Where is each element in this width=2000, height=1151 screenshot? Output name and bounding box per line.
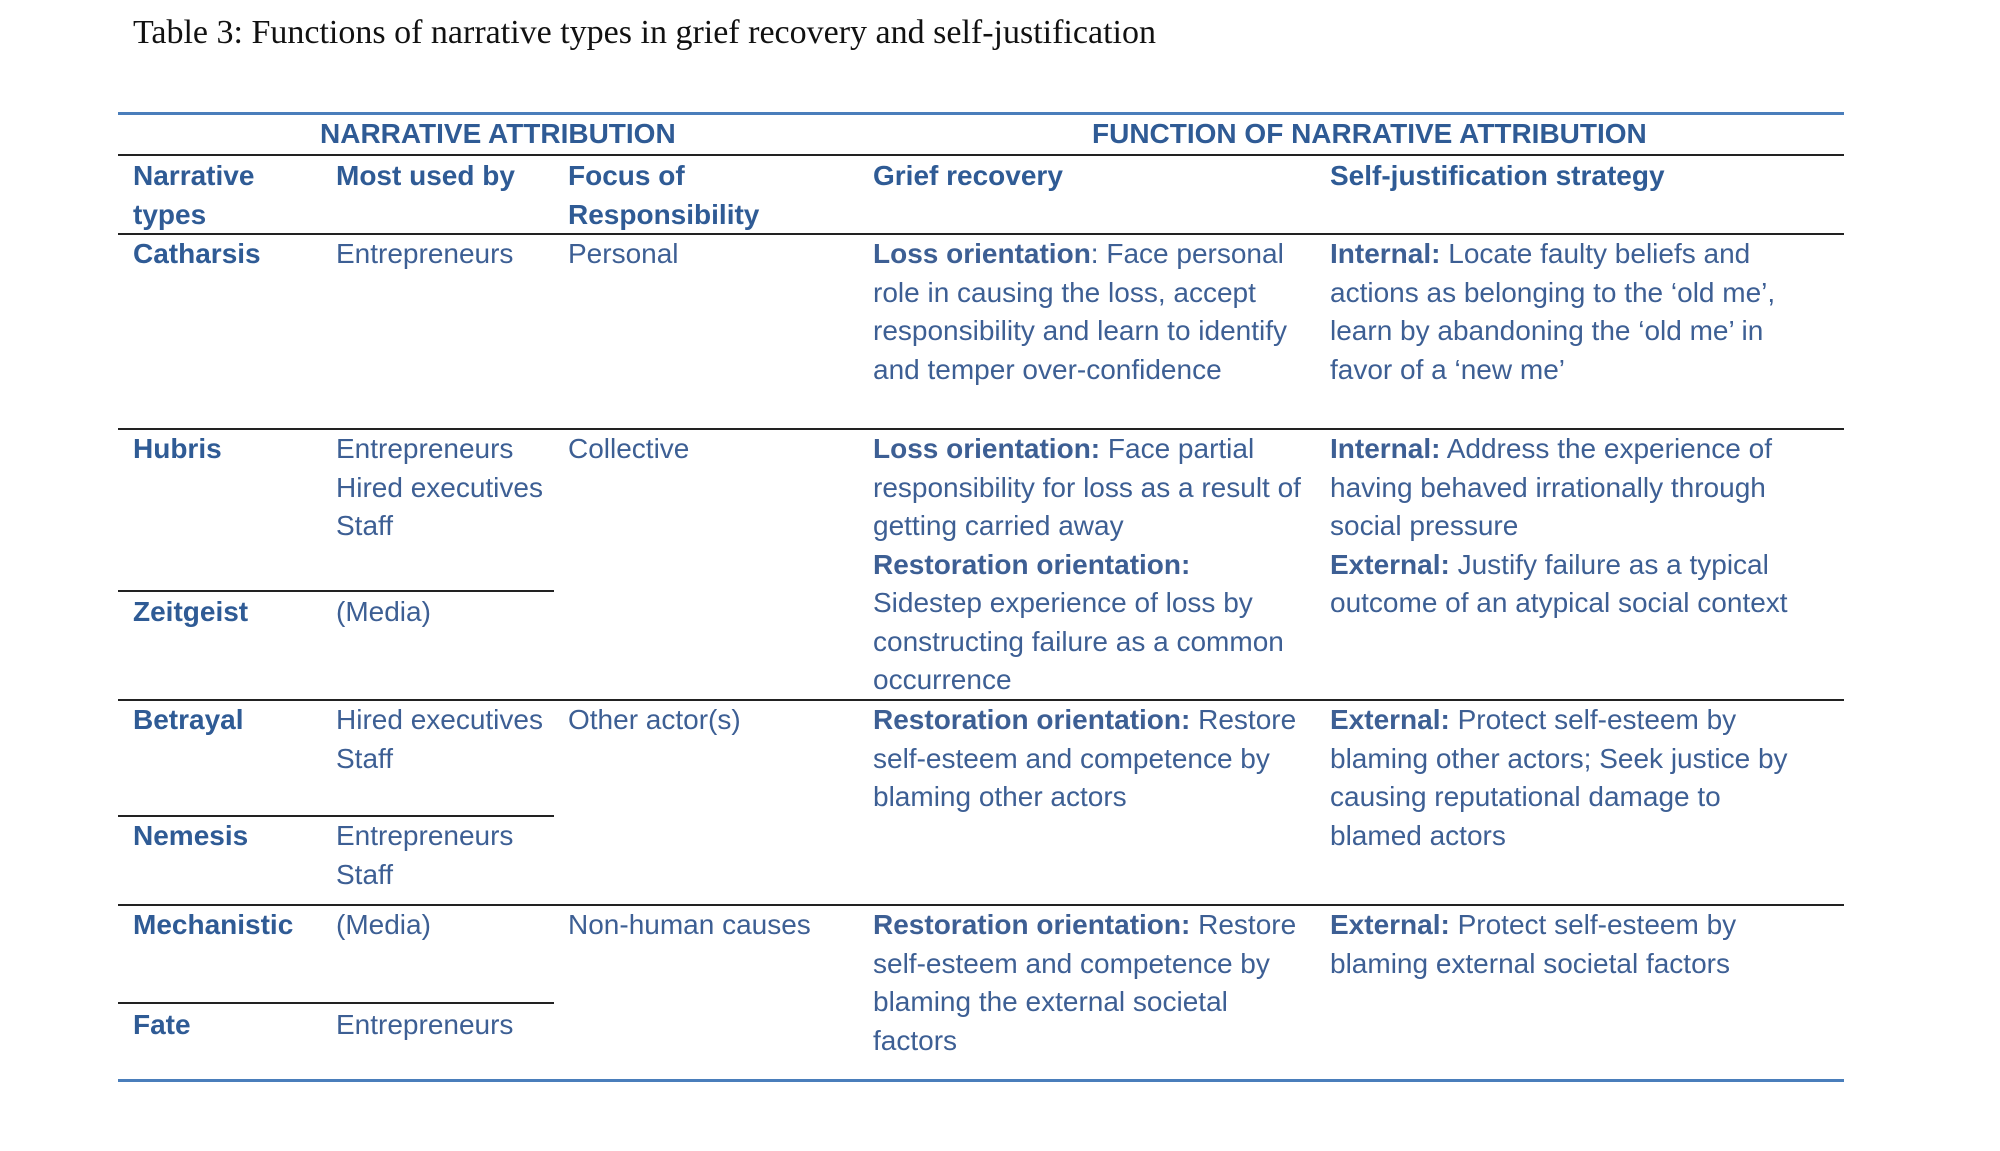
col-header-grief-recovery: Grief recovery — [873, 160, 1063, 191]
justification-entry-internal — [1330, 430, 1800, 546]
most-used-by-nemesis — [336, 817, 551, 894]
grief-label: Restoration orientation: — [873, 909, 1191, 940]
grief-recovery-non-human — [873, 906, 1305, 1060]
list-item: Entrepreneurs — [336, 433, 514, 464]
focus-other-actors: Other actor(s) — [568, 704, 741, 735]
header-rule — [118, 154, 1844, 156]
justification-text: Justify failure as a typical outcome of an atypical social context — [1330, 548, 1788, 618]
focus-personal: Personal — [568, 238, 679, 269]
col-header-focus: Focus of Responsibility — [568, 160, 760, 230]
self-justification-collective — [1330, 430, 1800, 623]
grief-text: Face partial responsibility for loss as a result of getting carried away — [873, 433, 1301, 541]
grief-entry-loss — [873, 430, 1305, 546]
narrative-type-betrayal: Betrayal — [133, 704, 244, 735]
narrative-type-catharsis: Catharsis — [133, 238, 261, 269]
row-divider-hubris-zeitgeist — [118, 590, 554, 592]
most-used-by-zeitgeist: (Media) — [336, 596, 431, 627]
justification-label: External: — [1330, 704, 1450, 735]
narrative-type-zeitgeist: Zeitgeist — [133, 596, 249, 627]
grief-text: Sidestep experience of loss by constructing failure as a common occurrence — [873, 587, 1284, 695]
row-divider-mechanistic-fate — [118, 1002, 554, 1004]
list-item: Hired executives — [336, 704, 543, 735]
col-header-narrative-types: Narrative types — [133, 160, 255, 230]
justification-label: External: — [1330, 548, 1450, 580]
most-used-by-mechanistic: (Media) — [336, 909, 431, 940]
justification-entry-external — [1330, 546, 1800, 623]
self-justification-non-human — [1330, 906, 1800, 983]
grief-recovery-catharsis — [873, 235, 1305, 389]
justification-text: Locate faulty beliefs and actions as belonging to the ‘old me’, learn by abandoning the ‘old me’ in favor of a ‘new me’ — [1330, 238, 1776, 385]
most-used-by-betrayal — [336, 701, 551, 778]
grief-text: Restore self-esteem and competence by blaming the external societal factors — [873, 909, 1297, 1056]
justification-label: External: — [1330, 909, 1450, 940]
narrative-type-nemesis: Nemesis — [133, 820, 249, 851]
group-header-function: FUNCTION OF NARRATIVE ATTRIBUTION — [1092, 118, 1647, 149]
focus-non-human-causes: Non-human causes — [568, 909, 811, 940]
justification-label: Internal: — [1330, 433, 1441, 464]
col-header-self-justification: Self-justification strategy — [1330, 160, 1665, 191]
justification-text: Protect self-esteem by blaming other actors; Seek justice by causing reputational damage to blamed actors — [1330, 704, 1788, 851]
grief-recovery-collective — [873, 430, 1305, 700]
justification-label: Internal: — [1330, 238, 1441, 269]
grief-label: Restoration orientation: — [873, 548, 1191, 580]
grief-text: : Face personal role in causing the loss, accept responsibility and learn to identify and temper over-confidence — [873, 238, 1288, 385]
narrative-type-fate: Fate — [133, 1009, 191, 1040]
grief-label: Loss orientation — [873, 238, 1091, 269]
most-used-by-fate: Entrepreneurs — [336, 1009, 514, 1040]
list-item: Staff — [336, 858, 394, 890]
focus-collective: Collective — [568, 433, 690, 464]
col-header-most-used-by: Most used by — [336, 160, 515, 191]
grief-label: Restoration orientation: — [873, 704, 1191, 735]
group-header-narrative-attribution: NARRATIVE ATTRIBUTION — [320, 118, 676, 149]
list-item: Hired executives — [336, 471, 543, 503]
grief-recovery-other-actors — [873, 701, 1305, 817]
justification-text: Protect self-esteem by blaming external societal factors — [1330, 909, 1737, 979]
narrative-type-hubris: Hubris — [133, 433, 222, 464]
list-item: Staff — [336, 510, 394, 541]
most-used-by-hubris — [336, 430, 551, 546]
most-used-by-catharsis: Entrepreneurs — [336, 238, 514, 269]
list-item: Staff — [336, 742, 394, 774]
grief-label: Loss orientation: — [873, 433, 1101, 464]
self-justification-catharsis — [1330, 235, 1800, 389]
justification-text: Address the experience of having behaved irrationally through social pressure — [1330, 433, 1773, 541]
narrative-type-mechanistic: Mechanistic — [133, 909, 294, 940]
list-item: Entrepreneurs — [336, 820, 514, 851]
self-justification-other-actors — [1330, 701, 1800, 855]
bottom-rule — [118, 1079, 1844, 1082]
grief-text: Restore self-esteem and competence by blaming other actors — [873, 704, 1297, 812]
table-caption: Table 3: Functions of narrative types in grief recovery and self-justification — [133, 14, 1156, 51]
